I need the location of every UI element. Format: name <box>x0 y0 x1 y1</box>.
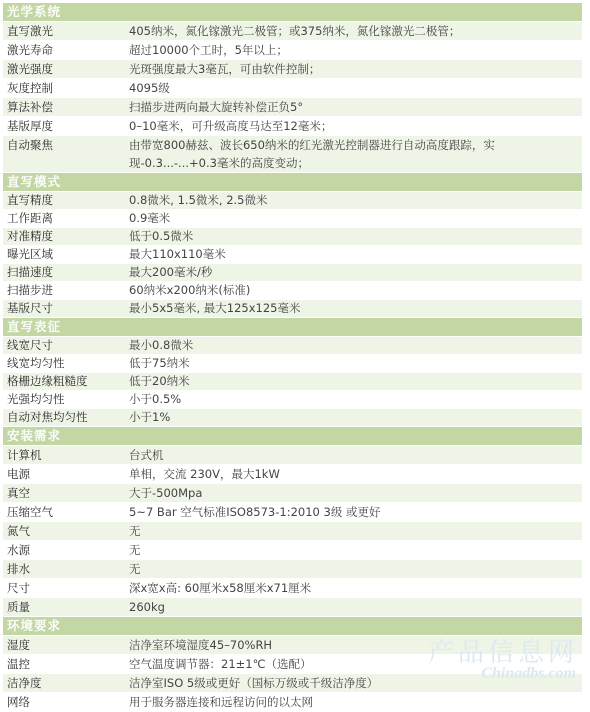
row-value: 4095级 <box>129 81 170 95</box>
row-value: 单相，交流 230V，最大1kW <box>129 467 280 481</box>
row-value: 最大110x110毫米 <box>129 247 226 261</box>
row-value: 超过10000个工时，5年以上； <box>129 43 288 57</box>
table-row <box>3 41 582 60</box>
row-value: 405纳米，氮化镓激光二极管；或375纳米，氮化镓激光二极管； <box>129 24 461 38</box>
table-row <box>3 636 582 655</box>
row-label: 电源 <box>7 467 30 481</box>
table-row <box>3 228 582 246</box>
row-value: 最小0.8微米 <box>129 338 194 352</box>
spec-table <box>3 3 582 712</box>
table-row <box>3 136 582 173</box>
row-value: 小于0.5% <box>129 392 182 406</box>
row-value: 低于20纳米 <box>129 374 190 388</box>
section-direct-write-mode <box>3 173 582 318</box>
row-value: 大于-500Mpa <box>129 486 203 500</box>
table-row <box>3 541 582 560</box>
row-value: 0.8微米, 1.5微米, 2.5微米 <box>129 193 268 207</box>
row-value: 260kg <box>129 600 165 614</box>
section-title: 安装需求 <box>3 427 582 446</box>
row-value: 深x宽x高: 60厘米x58厘米x71厘米 <box>129 581 312 595</box>
row-value: 最小5x5毫米, 最大125x125毫米 <box>129 301 301 315</box>
row-value: 台式机 <box>129 448 164 462</box>
row-label: 扫描步进 <box>7 283 53 297</box>
row-value: 由带宽800赫兹、波长650纳米的红光激光控制器进行自动高度跟踪，实现-0.3...-...+0.3毫米的高度变动； <box>129 138 495 170</box>
row-label: 激光强度 <box>7 62 53 76</box>
row-value: 扫描步进两向最大旋转补偿正负5° <box>129 100 304 114</box>
section-installation-requirements <box>3 427 582 617</box>
section-write-characterization <box>3 318 582 427</box>
table-row <box>3 373 582 391</box>
row-value: 光斑强度最大3毫瓦，可由软件控制； <box>129 62 321 76</box>
row-label: 直写激光 <box>7 24 53 38</box>
row-label: 扫描速度 <box>7 265 53 279</box>
row-label: 计算机 <box>7 448 42 462</box>
table-row <box>3 79 582 98</box>
section-optical-system <box>3 3 582 173</box>
row-value: 0.9毫米 <box>129 211 171 225</box>
row-value: 低于75纳米 <box>129 356 190 370</box>
row-label: 直写精度 <box>7 193 53 207</box>
section-environment-requirements <box>3 617 582 712</box>
row-label: 基版尺寸 <box>7 301 53 315</box>
row-label: 对准精度 <box>7 229 53 243</box>
row-label: 网络 <box>7 695 30 709</box>
table-row <box>3 60 582 79</box>
table-row <box>3 465 582 484</box>
table-row <box>3 674 582 693</box>
row-label: 洁净度 <box>7 676 42 690</box>
section-title: 光学系统 <box>3 3 582 22</box>
row-value: 最大200毫米/秒 <box>129 265 213 279</box>
table-row <box>3 337 582 355</box>
section-title: 直写表征 <box>3 318 582 337</box>
table-row <box>3 192 582 210</box>
table-row <box>3 98 582 117</box>
table-row <box>3 282 582 300</box>
row-label: 湿度 <box>7 638 30 652</box>
row-label: 尺寸 <box>7 581 30 595</box>
section-title: 环境要求 <box>3 617 582 636</box>
row-label: 排水 <box>7 562 30 576</box>
row-value: 洁净室ISO 5级或更好（国标万级或千级洁净度） <box>129 676 379 690</box>
row-value: 无 <box>129 524 141 538</box>
watermark-cn: 产品信息网 <box>427 638 578 668</box>
table-row <box>3 246 582 264</box>
table-row <box>3 598 582 617</box>
row-value: 低于0.5微米 <box>129 229 194 243</box>
table-row <box>3 560 582 579</box>
section-title: 直写模式 <box>3 173 582 192</box>
table-row <box>3 693 582 712</box>
row-value: 小于1% <box>129 410 171 424</box>
table-row <box>3 355 582 373</box>
row-label: 质量 <box>7 600 30 614</box>
row-label: 灰度控制 <box>7 81 53 95</box>
row-label: 基版厚度 <box>7 119 53 133</box>
row-label: 工作距离 <box>7 211 53 225</box>
row-label: 氮气 <box>7 524 30 538</box>
watermark-en: Chinadbs.com <box>481 665 576 682</box>
row-label: 光强均匀性 <box>7 392 65 406</box>
row-label: 压缩空气 <box>7 505 53 519</box>
row-label: 自动对焦均匀性 <box>7 410 88 424</box>
row-label: 曝光区域 <box>7 247 53 261</box>
row-value: 60纳米x200纳米(标准) <box>129 283 251 297</box>
table-row <box>3 446 582 465</box>
table-row <box>3 655 582 674</box>
table-row <box>3 391 582 409</box>
row-value: 5~7 Bar 空气标准ISO8573-1:2010 3级 或更好 <box>129 505 381 519</box>
row-value: 洁净室环境湿度45–70%RH <box>129 638 273 652</box>
table-row <box>3 300 582 318</box>
table-row <box>3 579 582 598</box>
row-label: 线宽尺寸 <box>7 338 53 352</box>
row-label: 激光寿命 <box>7 43 53 57</box>
row-label: 自动聚焦 <box>7 138 53 152</box>
row-label: 真空 <box>7 486 30 500</box>
row-value: 0–10毫米，可升级高度马达至12毫米； <box>129 119 333 133</box>
table-row <box>3 22 582 41</box>
row-value: 无 <box>129 543 141 557</box>
row-value: 空气温度调节器：21±1℃（选配） <box>129 657 312 671</box>
row-label: 温控 <box>7 657 30 671</box>
row-label: 水源 <box>7 543 30 557</box>
row-value: 用于服务器连接和远程访问的以太网 <box>129 695 313 709</box>
row-label: 算法补偿 <box>7 100 53 114</box>
row-label: 格栅边缘粗糙度 <box>7 374 88 388</box>
table-row <box>3 264 582 282</box>
table-row <box>3 210 582 228</box>
row-label: 线宽均匀性 <box>7 356 65 370</box>
table-row <box>3 503 582 522</box>
table-row <box>3 522 582 541</box>
table-row <box>3 117 582 136</box>
table-row <box>3 409 582 427</box>
row-value: 无 <box>129 562 141 576</box>
table-row <box>3 484 582 503</box>
